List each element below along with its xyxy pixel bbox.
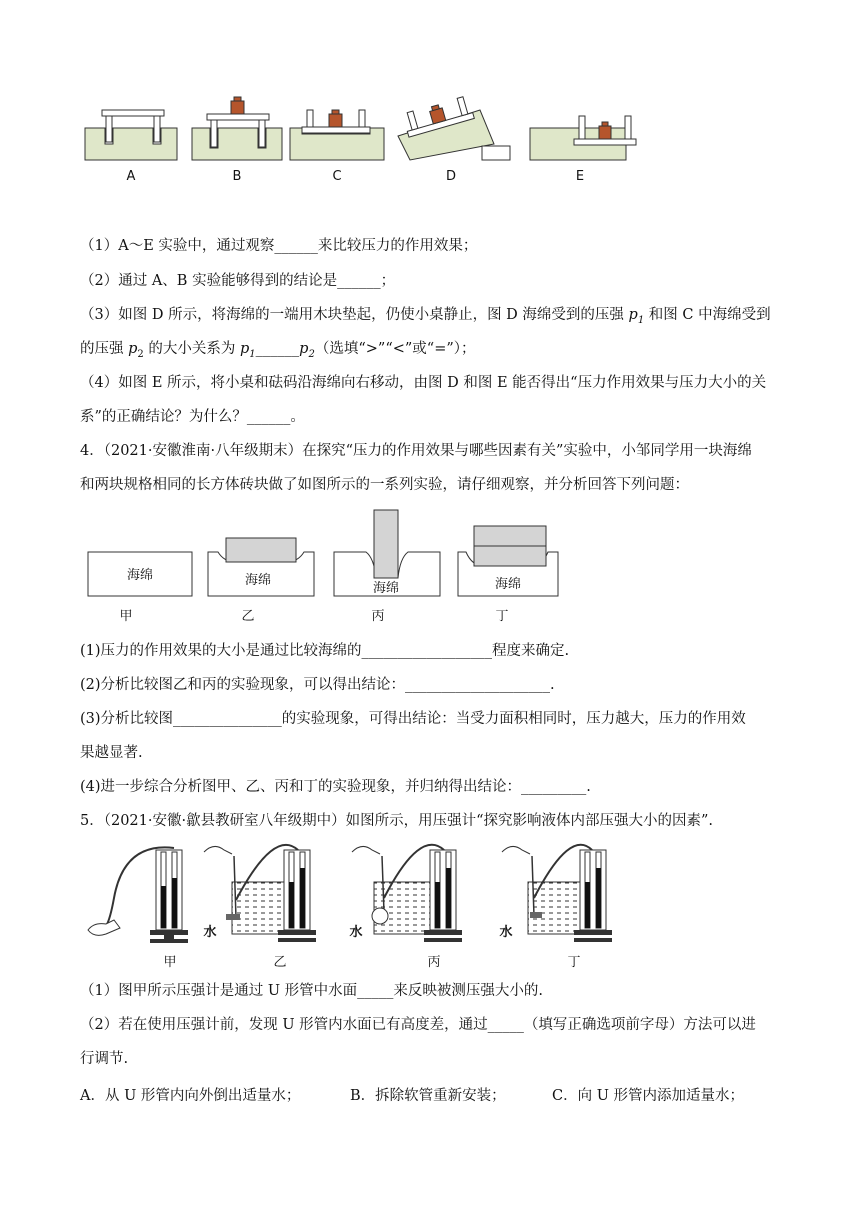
- fig1-label-d: D: [445, 169, 457, 184]
- q5-option-c: C．向 U 形管内添加适量水；: [552, 1088, 745, 1104]
- figure-table-sponge-experiments: [80, 92, 640, 188]
- water-label: 水: [203, 925, 217, 940]
- fig2-label-yi: 乙: [241, 609, 255, 624]
- q4-sub2: (2)分析比较图乙和丙的实验现象，可以得出结论：____________________.: [80, 677, 555, 693]
- q3-part3-line1: [80, 305, 771, 331]
- fig2-panel-ding: [458, 526, 558, 624]
- fig1-panel-d: [398, 95, 510, 184]
- fig1-panel-e: [530, 116, 636, 184]
- q5-option-b: B．拆除软管重新安装；: [350, 1088, 506, 1104]
- fig3-panel-ding: [499, 845, 612, 970]
- q4-intro-line2: 和两块规格相同的长方体砖块做了如图所示的一系列实验，请仔细观察，并分析回答下列问题：: [80, 477, 689, 493]
- fig2-label-ding: 丁: [495, 609, 509, 624]
- sub-1: 1: [249, 348, 256, 360]
- fig3-panel-jia: [88, 847, 188, 970]
- q4-sub4: (4)进一步综合分析图甲、乙、丙和丁的实验现象，并归纳得出结论：_________.: [80, 779, 591, 795]
- q3-part3-options: （选填“>”“<”或“=”）；: [314, 341, 476, 357]
- q5-sub2-line2: 行调节.: [80, 1051, 129, 1067]
- sponge-label: 海绵: [372, 581, 400, 596]
- fig1-panel-c: [290, 110, 384, 184]
- fig1-label-c: C: [332, 169, 342, 184]
- q5-sub1: （1）图甲所示压强计是通过 U 形管中水面_____来反映被测压强大小的.: [80, 983, 544, 999]
- water-label: 水: [349, 925, 363, 940]
- fig1-label-a: A: [126, 169, 136, 184]
- sub-2: 2: [137, 348, 144, 360]
- q3-part3-text: （3）如图 D 所示，将海绵的一端用木块垫起，仍使小桌静止，图 D 海绵受到的压强: [80, 307, 629, 323]
- var-p: p: [128, 341, 138, 357]
- fig2-panel-jia: [88, 552, 192, 624]
- q3-part3-line2: [80, 339, 476, 365]
- sub-1: 1: [637, 314, 645, 326]
- fig2-panel-yi: [208, 538, 314, 624]
- var-p: p: [240, 341, 250, 357]
- fig1-panel-b: [192, 97, 282, 184]
- var-p: p: [299, 341, 309, 357]
- fig3-label-bing: 丙: [427, 955, 441, 970]
- figure-pressure-gauge: [84, 838, 644, 970]
- answer-blank: ______: [255, 341, 300, 357]
- fig3-label-yi: 乙: [273, 955, 287, 970]
- fig3-panel-yi: [203, 845, 316, 970]
- sponge-label: 海绵: [244, 573, 272, 588]
- figure-brick-sponge: [86, 506, 566, 626]
- q3-part4-line2: 系”的正确结论？为什么？______。: [80, 409, 305, 425]
- q4-sub3-line1: (3)分析比较图_______________的实验现象，可得出结论：当受力面积相同时，压力越大，压力的作用效: [80, 711, 746, 727]
- q3-part1: （1）A～E 实验中，通过观察______来比较压力的作用效果；: [80, 238, 478, 254]
- sponge-label: 海绵: [494, 577, 522, 592]
- sub-2: 2: [308, 348, 315, 360]
- q3-part2: （2）通过 A、B 实验能够得到的结论是______；: [80, 273, 396, 289]
- q4-sub3-line2: 果越显著.: [80, 745, 143, 761]
- fig1-panel-a: [85, 110, 177, 184]
- fig1-label-b: B: [232, 169, 242, 184]
- fig2-label-bing: 丙: [371, 609, 385, 624]
- q3-part3-head: 的压强: [80, 341, 129, 357]
- q3-part3-mid: 的大小关系为: [143, 341, 240, 357]
- fig2-label-jia: 甲: [119, 609, 133, 624]
- var-p: p: [628, 307, 638, 323]
- sponge-label: 海绵: [126, 568, 154, 583]
- fig1-label-e: E: [575, 169, 585, 184]
- fig3-panel-bing: [349, 845, 462, 970]
- q5-sub2-line1: （2）若在使用压强计前，发现 U 形管内水面已有高度差，通过_____（填写正确选项前字母）方法可以进: [80, 1017, 756, 1033]
- q3-part3-tail: 和图 C 中海绵受到: [644, 307, 771, 323]
- q5-intro: 5．（2021·安徽·歙县教研室八年级期中）如图所示，用压强计“探究影响液体内部压强大小的因素”.: [80, 813, 714, 829]
- q4-sub1: (1)压力的作用效果的大小是通过比较海绵的__________________程度来确定.: [80, 643, 570, 659]
- q3-part4-line1: （4）如图 E 所示，将小桌和砝码沿海绵向右移动，由图 D 和图 E 能否得出“压力作用效果与压力大小的关: [80, 375, 767, 391]
- fig3-label-jia: 甲: [163, 955, 177, 970]
- fig2-panel-bing: [334, 510, 440, 624]
- q4-intro-line1: 4．（2021·安徽淮南·八年级期末）在探究“压力的作用效果与哪些因素有关”实验中，小邹同学用一块海绵: [80, 443, 752, 459]
- q5-option-a: A．从 U 形管内向外倒出适量水；: [80, 1088, 301, 1104]
- fig3-label-ding: 丁: [567, 955, 581, 970]
- water-label: 水: [499, 925, 513, 940]
